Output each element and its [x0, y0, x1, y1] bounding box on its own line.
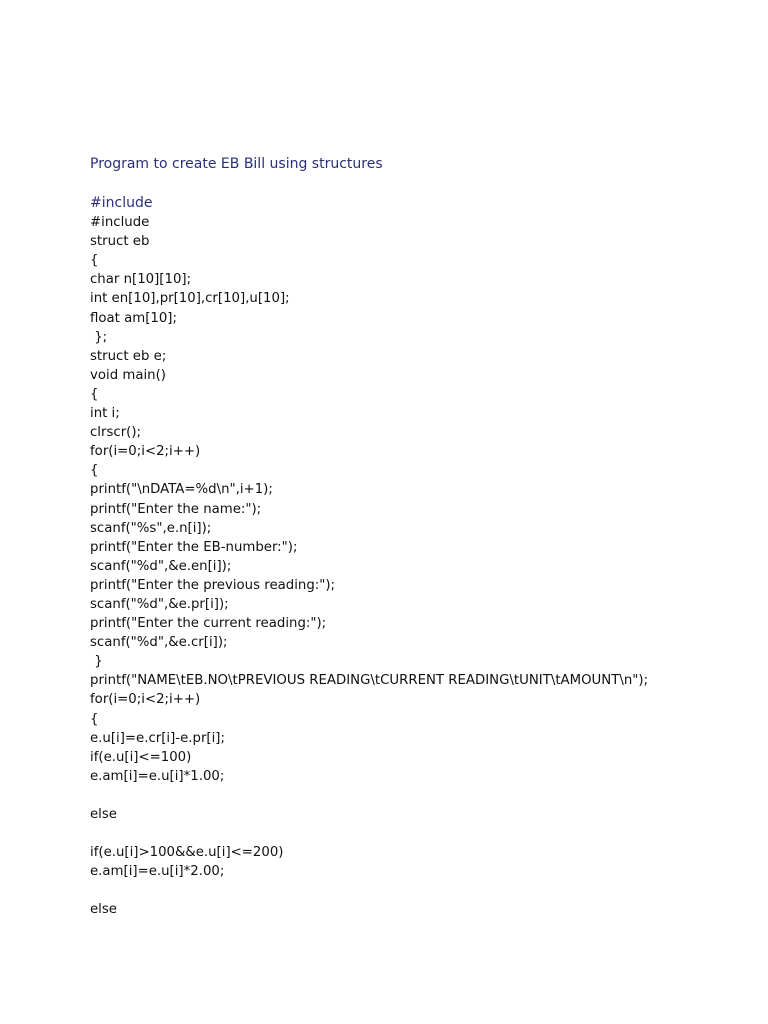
code-line: scanf("%d",&e.pr[i]);	[90, 596, 229, 612]
code-line: e.am[i]=e.u[i]*2.00;	[90, 864, 225, 880]
code-line: struct eb	[90, 234, 150, 250]
code-line: if(e.u[i]>100&&e.u[i]<=200)	[90, 845, 284, 861]
code-line: {	[90, 386, 99, 402]
code-line: else	[90, 902, 117, 918]
code-line: float am[10];	[90, 310, 177, 326]
code-line: printf("Enter the previous reading:");	[90, 577, 336, 593]
code-line: printf("NAME\tEB.NO\tPREVIOUS READING\tCURRENT READING\tUNIT\tAMOUNT\n");	[90, 673, 649, 689]
code-line: {	[90, 253, 99, 269]
code-line: e.am[i]=e.u[i]*1.00;	[90, 768, 225, 784]
code-line: int en[10],pr[10],cr[10],u[10];	[90, 291, 290, 307]
code-line: else	[90, 807, 117, 822]
code-line: scanf("%s",e.n[i]);	[90, 520, 212, 536]
code-line: char n[10][10];	[90, 272, 192, 288]
code-line: };	[90, 329, 108, 345]
code-line	[90, 824, 730, 843]
document-title: Program to create EB Bill using structures	[90, 156, 383, 172]
document-page	[90, 155, 730, 920]
code-line: printf("\nDATA=%d\n",i+1);	[90, 482, 273, 498]
code-line: for(i=0;i<2;i++)	[90, 444, 201, 460]
code-line: if(e.u[i]<=100)	[90, 749, 192, 765]
code-line: #include	[90, 215, 150, 231]
code-line: scanf("%d",&e.en[i]);	[90, 558, 232, 574]
code-line: for(i=0;i<2;i++)	[90, 692, 201, 708]
code-line: }	[90, 654, 103, 670]
code-line: #include	[90, 195, 153, 211]
code-line	[90, 786, 730, 805]
code-line: printf("Enter the EB-number:");	[90, 539, 298, 555]
code-line: {	[90, 711, 99, 727]
code-listing	[90, 194, 730, 920]
code-line: int i;	[90, 406, 120, 422]
code-line: {	[90, 463, 99, 479]
code-line: e.u[i]=e.cr[i]-e.pr[i];	[90, 730, 225, 746]
code-line: struct eb e;	[90, 348, 167, 364]
title-spacer	[90, 174, 730, 194]
code-line: clrscr();	[90, 425, 142, 441]
code-line: printf("Enter the current reading:");	[90, 616, 327, 632]
code-line: scanf("%d",&e.cr[i]);	[90, 635, 228, 651]
code-line: printf("Enter the name:");	[90, 501, 262, 517]
code-line	[90, 881, 730, 900]
code-line: void main()	[90, 367, 166, 383]
